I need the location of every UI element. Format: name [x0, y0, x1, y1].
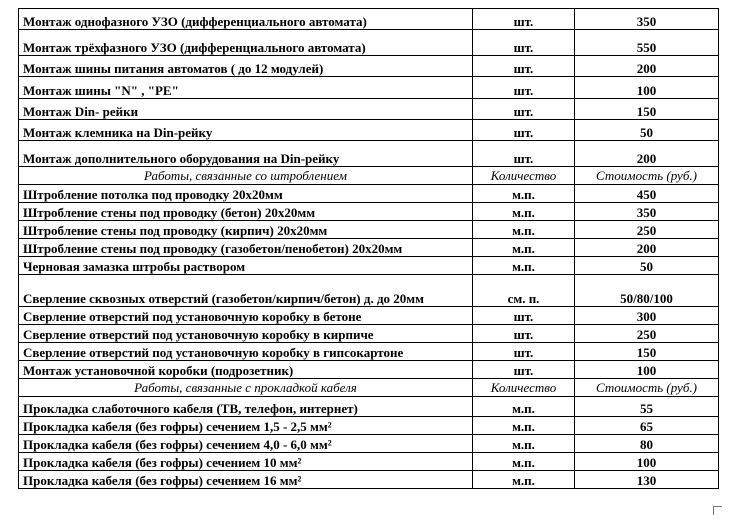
table-row: [19, 343, 719, 361]
unit-cell: шт.: [473, 99, 575, 120]
service-name: Прокладка кабеля (без гофры) сечением 16 мм²: [19, 471, 473, 489]
unit-cell: м.п.: [473, 185, 575, 203]
price-table-body: [19, 9, 719, 489]
quantity-column-header: Количество: [473, 167, 575, 185]
service-name: Штробление потолка под проводку 20x20мм: [19, 185, 473, 203]
service-name: Монтаж клемника на Din-рейку: [19, 120, 473, 141]
unit-cell: м.п.: [473, 453, 575, 471]
service-name: Сверление отверстий под установочную коробку в кирпиче: [19, 325, 473, 343]
unit-cell: м.п.: [473, 417, 575, 435]
unit-cell: м.п.: [473, 203, 575, 221]
service-name: Прокладка кабеля (без гофры) сечением 1,5 - 2,5 мм²: [19, 417, 473, 435]
price-cell: 100: [575, 77, 719, 99]
price-cell: 250: [575, 325, 719, 343]
price-cell: 300: [575, 307, 719, 325]
table-row: [19, 9, 719, 30]
unit-cell: шт.: [473, 361, 575, 379]
table-row: [19, 361, 719, 379]
unit-cell: шт.: [473, 30, 575, 56]
section-header-row: [19, 379, 719, 397]
quantity-column-header: Количество: [473, 379, 575, 397]
service-name: Монтаж шины "N" , "PE": [19, 77, 473, 99]
service-name: Прокладка слаботочного кабеля (ТВ, телефон, интернет): [19, 397, 473, 417]
cost-column-header: Стоимость (руб.): [575, 167, 719, 185]
unit-cell: шт.: [473, 307, 575, 325]
service-name: Черновая замазка штробы раствором: [19, 257, 473, 275]
table-row: [19, 435, 719, 453]
service-name: Монтаж Din- рейки: [19, 99, 473, 120]
service-name: Монтаж установочной коробки (подрозетник): [19, 361, 473, 379]
price-cell: 100: [575, 453, 719, 471]
price-cell: 50: [575, 257, 719, 275]
service-name: Прокладка кабеля (без гофры) сечением 4,0 - 6,0 мм²: [19, 435, 473, 453]
price-cell: 55: [575, 397, 719, 417]
unit-cell: шт.: [473, 343, 575, 361]
service-name: Монтаж шины питания автоматов ( до 12 модулей): [19, 56, 473, 77]
table-row: [19, 77, 719, 99]
unit-cell: м.п.: [473, 257, 575, 275]
table-row: [19, 417, 719, 435]
price-cell: 50/80/100: [575, 275, 719, 307]
section-title: Работы, связанные с прокладкой кабеля: [19, 379, 473, 397]
unit-cell: шт.: [473, 141, 575, 167]
service-name: Штробление стены под проводку (кирпич) 20x20мм: [19, 221, 473, 239]
price-cell: 200: [575, 56, 719, 77]
unit-cell: шт.: [473, 325, 575, 343]
service-name: Сверление сквозных отверстий (газобетон/кирпич/бетон) д. до 20мм: [19, 275, 473, 307]
section-header-row: [19, 167, 719, 185]
price-cell: 450: [575, 185, 719, 203]
table-row: [19, 185, 719, 203]
table-row: [19, 99, 719, 120]
table-row: [19, 257, 719, 275]
service-name: Сверление отверстий под установочную коробку в бетоне: [19, 307, 473, 325]
table-row: [19, 203, 719, 221]
price-cell: 80: [575, 435, 719, 453]
table-row: [19, 56, 719, 77]
table-row: [19, 120, 719, 141]
price-table: [18, 8, 719, 489]
price-cell: 350: [575, 203, 719, 221]
section-title: Работы, связанные со штроблением: [19, 167, 473, 185]
service-name: Штробление стены под проводку (газобетон/пенобетон) 20x20мм: [19, 239, 473, 257]
price-cell: 130: [575, 471, 719, 489]
price-cell: 150: [575, 99, 719, 120]
price-cell: 50: [575, 120, 719, 141]
table-row: [19, 275, 719, 307]
page-corner-mark: [713, 506, 722, 515]
price-cell: 250: [575, 221, 719, 239]
cost-column-header: Стоимость (руб.): [575, 379, 719, 397]
price-cell: 150: [575, 343, 719, 361]
unit-cell: шт.: [473, 77, 575, 99]
table-row: [19, 471, 719, 489]
table-row: [19, 30, 719, 56]
unit-cell: м.п.: [473, 221, 575, 239]
unit-cell: шт.: [473, 120, 575, 141]
unit-cell: м.п.: [473, 239, 575, 257]
unit-cell: см. п.: [473, 275, 575, 307]
price-cell: 200: [575, 141, 719, 167]
price-cell: 350: [575, 9, 719, 30]
unit-cell: м.п.: [473, 435, 575, 453]
price-cell: 200: [575, 239, 719, 257]
table-row: [19, 325, 719, 343]
table-row: [19, 307, 719, 325]
service-name: Монтаж дополнительного оборудования на Din-рейку: [19, 141, 473, 167]
table-row: [19, 397, 719, 417]
table-row: [19, 239, 719, 257]
service-name: Сверление отверстий под установочную коробку в гипсокартоне: [19, 343, 473, 361]
unit-cell: м.п.: [473, 471, 575, 489]
table-row: [19, 453, 719, 471]
table-row: [19, 221, 719, 239]
service-name: Штробление стены под проводку (бетон) 20x20мм: [19, 203, 473, 221]
service-name: Прокладка кабеля (без гофры) сечением 10 мм²: [19, 453, 473, 471]
price-cell: 550: [575, 30, 719, 56]
unit-cell: шт.: [473, 56, 575, 77]
unit-cell: шт.: [473, 9, 575, 30]
service-name: Монтаж трёхфазного УЗО (дифференциального автомата): [19, 30, 473, 56]
price-cell: 100: [575, 361, 719, 379]
price-cell: 65: [575, 417, 719, 435]
service-name: Монтаж однофазного УЗО (дифференциального автомата): [19, 9, 473, 30]
unit-cell: м.п.: [473, 397, 575, 417]
table-row: [19, 141, 719, 167]
